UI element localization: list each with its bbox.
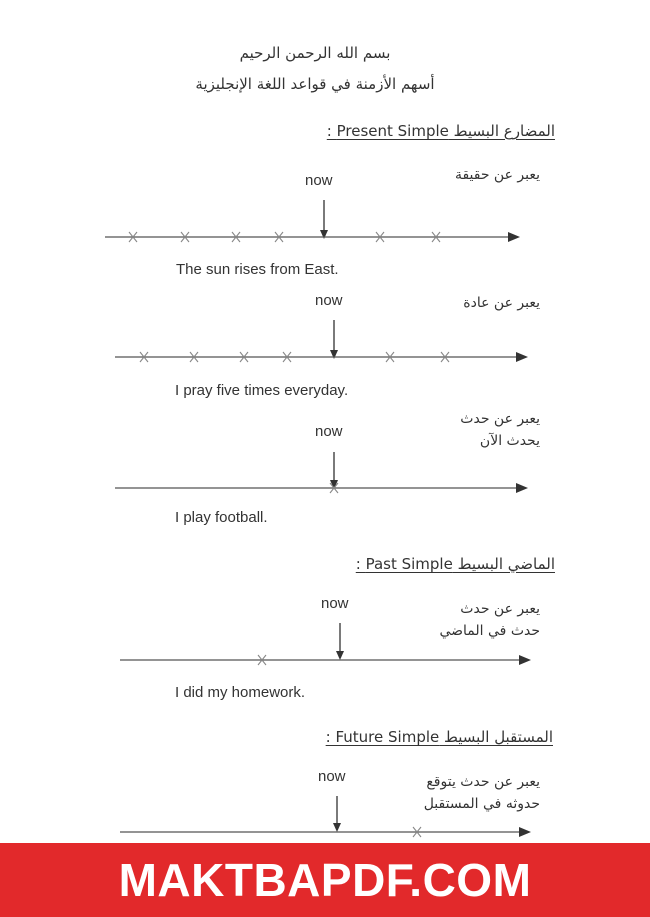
- now-arrow-head: [333, 823, 341, 832]
- timeline-future-simple: [115, 790, 545, 843]
- time-axis-arrow-head: [519, 827, 531, 837]
- present-use2-description: [380, 292, 540, 314]
- example-sentence: The sun rises from East.: [176, 261, 339, 278]
- description-line: حدث في الماضي: [439, 623, 540, 639]
- now-arrow-head: [336, 651, 344, 660]
- document-subtitle: أسهم الأزمنة في قواعد اللغة الإنجليزية: [195, 75, 435, 93]
- description-line: يعبر عن حقيقة: [454, 167, 540, 183]
- timeline-present-fact: [100, 194, 530, 250]
- brand-banner: [0, 843, 650, 917]
- now-label: now: [321, 595, 349, 612]
- time-axis-arrow-head: [508, 232, 520, 242]
- now-label: now: [315, 423, 343, 440]
- time-axis-arrow-head: [516, 352, 528, 362]
- description-line: يحدث الآن: [479, 433, 540, 449]
- description-line: حدوثه في المستقبل: [423, 796, 540, 812]
- description-line: يعبر عن حدث: [460, 411, 540, 427]
- timeline-past-simple: [115, 617, 545, 673]
- now-label: now: [318, 768, 346, 785]
- now-label: now: [305, 172, 333, 189]
- example-sentence: I pray five times everyday.: [175, 382, 349, 399]
- section-title-future-simple: المستقبل البسيط Future Simple :: [325, 728, 553, 746]
- time-axis-arrow-head: [516, 483, 528, 493]
- brand-text: MAKTBAPDF.COM: [118, 854, 532, 906]
- description-line: يعبر عن حدث يتوقع: [426, 774, 540, 790]
- timeline-present-habit: [110, 314, 540, 370]
- now-label: now: [315, 292, 343, 309]
- time-axis-arrow-head: [519, 655, 531, 665]
- timeline-present-now: [110, 446, 540, 502]
- section-title-present-simple: المضارع البسيط Present Simple :: [326, 122, 555, 140]
- section-title-past-simple: الماضي البسيط Past Simple :: [355, 555, 555, 573]
- example-sentence: I play football.: [175, 509, 268, 526]
- basmala: بسم الله الرحمن الرحيم: [239, 44, 391, 62]
- description-line: يعبر عن عادة: [463, 295, 540, 311]
- description-line: يعبر عن حدث: [460, 601, 540, 617]
- example-sentence: I did my homework.: [175, 684, 306, 701]
- present-use1-description: [380, 164, 540, 186]
